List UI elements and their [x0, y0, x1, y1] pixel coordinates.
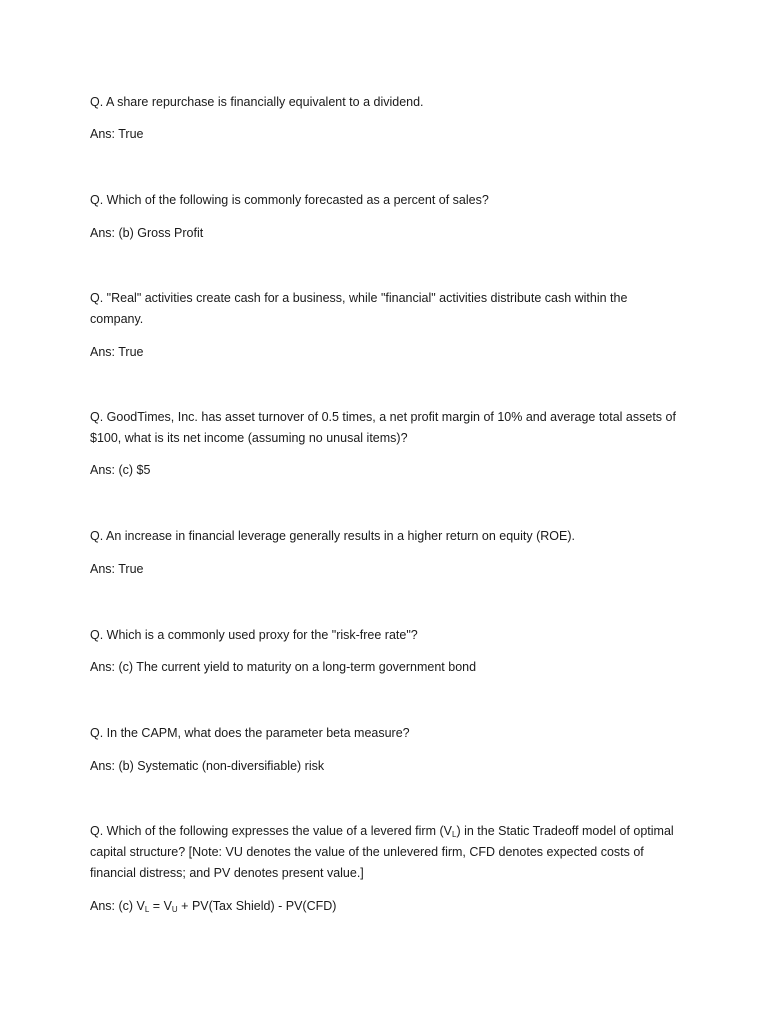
answer-8-subscript-1: L: [144, 905, 150, 914]
answer-8-prefix: Ans: (c) V: [90, 899, 145, 913]
answer-5: Ans: True: [90, 562, 144, 576]
answer-3: Ans: True: [90, 345, 144, 359]
answer-7: Ans: (b) Systematic (non-diversifiable) risk: [90, 759, 325, 773]
answer-8-subscript-2: U: [171, 905, 178, 914]
answer-1: Ans: True: [90, 127, 144, 141]
answer-8-suffix: + PV(Tax Shield) - PV(CFD): [177, 899, 337, 913]
answer-4: Ans: (c) $5: [90, 463, 151, 477]
answer-8: [90, 896, 680, 917]
question-3: Q. "Real" activities create cash for a business, while "financial" activities distribute cash within the company.: [90, 291, 628, 326]
answer-6: Ans: (c) The current yield to maturity on a long-term government bond: [90, 660, 477, 674]
answer-8-mid: = V: [149, 899, 172, 913]
question-8-before: Q. Which of the following expresses the value of a levered firm (V: [90, 824, 452, 838]
question-6: Q. Which is a commonly used proxy for the "risk-free rate"?: [90, 628, 418, 642]
question-8-subscript: L: [451, 830, 457, 839]
question-7: Q. In the CAPM, what does the parameter beta measure?: [90, 726, 410, 740]
question-1: Q. A share repurchase is financially equivalent to a dividend.: [90, 95, 424, 109]
question-8-after: ) in the Static Tradeoff model of optimal capital structure? [Note: VU denotes the value of the unlevered firm, CFD denotes expected costs of financial distress; and PV denotes present value.]: [90, 824, 674, 880]
question-8: [90, 821, 680, 884]
question-2: Q. Which of the following is commonly forecasted as a percent of sales?: [90, 193, 489, 207]
question-4: Q. GoodTimes, Inc. has asset turnover of 0.5 times, a net profit margin of 10% and average total assets of $100, what is its net income (assuming no unusal items)?: [90, 410, 676, 445]
question-5: Q. An increase in financial leverage generally results in a higher return on equity (ROE).: [90, 529, 575, 543]
answer-2: Ans: (b) Gross Profit: [90, 226, 204, 240]
